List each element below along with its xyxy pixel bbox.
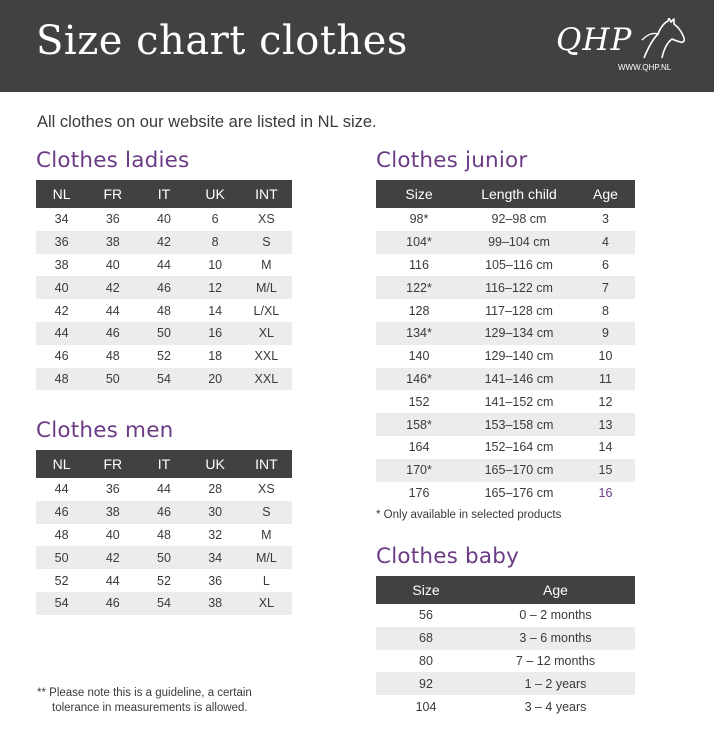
table-cell: 134*: [376, 322, 462, 345]
table-cell: 98*: [409, 212, 429, 227]
column-header: FR: [87, 180, 138, 208]
table-cell: 50: [138, 322, 189, 345]
table-cell: 44: [157, 257, 171, 272]
men-title: Clothes men: [36, 418, 174, 443]
table-cell: 152: [408, 394, 430, 409]
table-row: [376, 627, 635, 650]
table-cell: 52: [157, 349, 171, 364]
table-cell: 28: [208, 482, 223, 497]
table-cell: M/L: [241, 546, 292, 569]
table-cell: 46: [138, 501, 189, 524]
logo-url: WWW.QHP.NL: [618, 63, 672, 72]
column-header: Age: [476, 576, 635, 604]
column-header: UK: [190, 180, 241, 208]
table-row: [376, 299, 635, 322]
table-row: [36, 546, 292, 569]
table-cell: 36: [208, 573, 223, 588]
table-cell: 8: [602, 303, 609, 318]
table-cell: 50: [138, 546, 189, 569]
table-cell: 68: [376, 627, 476, 650]
ladies-size-table: [36, 180, 292, 390]
table-cell: 44: [54, 482, 69, 497]
table-cell: 40: [105, 527, 120, 542]
table-row: [36, 524, 292, 547]
table-row: [36, 592, 292, 615]
table-cell: 165–176 cm: [484, 485, 554, 500]
table-cell: XXL: [254, 349, 279, 364]
table-cell: 140: [408, 349, 430, 364]
table-cell: 158*: [376, 413, 462, 436]
table-cell: L: [262, 573, 270, 588]
column-header: Age: [576, 180, 635, 208]
table-cell: 15: [576, 459, 635, 482]
table-cell: 38: [87, 501, 138, 524]
table-row: [36, 478, 292, 501]
table-cell: 165–170 cm: [462, 459, 576, 482]
table-row: [376, 695, 635, 718]
table-cell: M: [261, 527, 272, 542]
table-cell: 46: [138, 276, 189, 299]
table-cell: 16: [190, 322, 241, 345]
table-cell: 42: [87, 276, 138, 299]
table-row: [36, 254, 292, 277]
table-cell: 164: [408, 440, 430, 455]
table-cell: 40: [157, 212, 171, 227]
table-cell: 116–122 cm: [462, 276, 576, 299]
column-header: NL: [36, 450, 87, 478]
table-cell: XS: [258, 482, 275, 497]
table-cell: 4: [576, 231, 635, 254]
table-cell: 14: [208, 303, 223, 318]
table-cell: 46: [87, 322, 138, 345]
logo-text: QHP: [556, 22, 633, 58]
table-cell: 3 – 6 months: [476, 627, 635, 650]
table-cell: 146*: [376, 368, 462, 391]
table-header-row: [376, 576, 635, 604]
table-cell: 46: [54, 349, 69, 364]
table-cell: 141–146 cm: [462, 368, 576, 391]
table-row: [376, 254, 635, 277]
table-row: [36, 368, 292, 391]
table-cell: 16: [598, 485, 613, 500]
table-cell: 99–104 cm: [462, 231, 576, 254]
guideline-note-line1: ** Please note this is a guideline, a certain: [37, 687, 252, 699]
table-row: [376, 345, 635, 368]
table-cell: S: [241, 231, 292, 254]
table-cell: 12: [190, 276, 241, 299]
page-title: Size chart clothes: [36, 18, 408, 64]
table-cell: 128: [408, 303, 430, 318]
table-cell: 7: [576, 276, 635, 299]
guideline-note-line2: tolerance in measurements is allowed.: [52, 702, 248, 714]
table-header-row: [376, 180, 635, 208]
table-cell: 48: [54, 527, 69, 542]
table-cell: 38: [54, 257, 69, 272]
table-row: [376, 231, 635, 254]
table-cell: 6: [602, 257, 609, 272]
table-cell: 18: [208, 349, 223, 364]
table-cell: 52: [157, 573, 171, 588]
table-cell: 54: [138, 592, 189, 615]
junior-title: Clothes junior: [376, 148, 528, 173]
qhp-logo[interactable]: [554, 18, 686, 74]
table-cell: 152–164 cm: [484, 440, 554, 455]
column-header: IT: [138, 450, 189, 478]
table-row: [376, 650, 635, 673]
table-row: [376, 390, 635, 413]
table-cell: 40: [105, 257, 120, 272]
table-cell: 36: [105, 482, 120, 497]
horse-head-icon: [638, 18, 686, 60]
table-cell: 54: [36, 592, 87, 615]
column-header: UK: [190, 450, 241, 478]
table-cell: 50: [36, 546, 87, 569]
table-cell: 117–128 cm: [485, 303, 553, 318]
table-cell: 44: [157, 482, 171, 497]
table-cell: 32: [208, 527, 223, 542]
table-cell: 48: [157, 527, 171, 542]
column-header: FR: [87, 450, 138, 478]
column-header: Length child: [462, 180, 576, 208]
table-row: [376, 413, 635, 436]
table-cell: 9: [576, 322, 635, 345]
table-cell: 30: [190, 501, 241, 524]
table-row: [36, 276, 292, 299]
table-cell: 38: [190, 592, 241, 615]
table-cell: 105–116 cm: [485, 257, 553, 272]
baby-size-table: [376, 576, 635, 718]
intro-text: All clothes on our website are listed in NL size.: [37, 113, 377, 131]
table-cell: S: [241, 501, 292, 524]
table-cell: 122*: [376, 276, 462, 299]
table-cell: 92: [376, 672, 476, 695]
ladies-title: Clothes ladies: [36, 148, 190, 173]
table-cell: 10: [598, 349, 613, 364]
table-cell: 1 – 2 years: [476, 672, 635, 695]
table-cell: 6: [211, 212, 219, 227]
table-cell: 80: [419, 653, 433, 668]
table-cell: 7 – 12 months: [515, 653, 596, 668]
table-cell: 36: [36, 231, 87, 254]
table-cell: 34: [54, 212, 69, 227]
table-cell: 10: [208, 257, 223, 272]
column-header: NL: [36, 180, 87, 208]
table-cell: 44: [105, 573, 120, 588]
table-cell: 176: [408, 485, 430, 500]
junior-footnote: * Only available in selected products: [376, 509, 562, 521]
table-row: [36, 231, 292, 254]
table-cell: M: [261, 257, 272, 272]
table-cell: 116: [409, 257, 429, 272]
table-cell: 52: [54, 573, 69, 588]
men-size-table: [36, 450, 292, 615]
table-cell: XXL: [241, 368, 292, 391]
table-cell: 46: [36, 501, 87, 524]
table-cell: 8: [190, 231, 241, 254]
table-cell: 40: [36, 276, 87, 299]
table-row: [376, 436, 635, 459]
table-cell: 46: [87, 592, 138, 615]
table-cell: 34: [190, 546, 241, 569]
baby-title: Clothes baby: [376, 544, 520, 569]
table-row: [36, 501, 292, 524]
table-row: [36, 322, 292, 345]
table-cell: 50: [87, 368, 138, 391]
table-cell: XL: [241, 322, 292, 345]
table-row: [36, 569, 292, 592]
table-cell: M/L: [241, 276, 292, 299]
table-row: [376, 459, 635, 482]
table-row: [376, 482, 635, 505]
table-header-row: [36, 180, 292, 208]
table-row: [376, 322, 635, 345]
column-header: Size: [376, 180, 462, 208]
table-cell: 153–158 cm: [462, 413, 576, 436]
table-cell: 36: [105, 212, 120, 227]
column-header: Size: [376, 576, 476, 604]
table-cell: 170*: [376, 459, 462, 482]
table-cell: 48: [157, 303, 171, 318]
table-cell: 54: [138, 368, 189, 391]
table-row: [376, 672, 635, 695]
table-cell: 104: [415, 699, 437, 714]
table-cell: 48: [105, 349, 120, 364]
table-cell: 0 – 2 months: [519, 608, 592, 623]
table-cell: 129–140 cm: [484, 349, 554, 364]
page-header: [0, 0, 714, 92]
column-header: INT: [241, 450, 292, 478]
table-cell: 42: [87, 546, 138, 569]
table-cell: 13: [576, 413, 635, 436]
table-cell: 129–134 cm: [462, 322, 576, 345]
table-cell: XL: [241, 592, 292, 615]
column-header: IT: [138, 180, 189, 208]
table-cell: 38: [87, 231, 138, 254]
table-row: [36, 345, 292, 368]
junior-size-table: [376, 180, 635, 504]
table-row: [376, 276, 635, 299]
table-cell: 44: [105, 303, 120, 318]
table-cell: 104*: [376, 231, 462, 254]
table-row: [36, 299, 292, 322]
table-cell: 141–152 cm: [484, 394, 554, 409]
table-cell: 14: [598, 440, 613, 455]
table-row: [36, 208, 292, 231]
table-row: [376, 368, 635, 391]
table-row: [376, 604, 635, 627]
table-cell: 3 – 4 years: [524, 699, 587, 714]
table-cell: 20: [190, 368, 241, 391]
table-cell: XS: [258, 212, 275, 227]
table-cell: 42: [138, 231, 189, 254]
table-cell: L/XL: [253, 303, 280, 318]
table-row: [376, 208, 635, 231]
table-cell: 56: [419, 608, 433, 623]
table-cell: 92–98 cm: [491, 212, 547, 227]
column-header: INT: [241, 180, 292, 208]
table-cell: 42: [54, 303, 69, 318]
table-cell: 44: [36, 322, 87, 345]
table-cell: 11: [576, 368, 635, 391]
table-cell: 12: [598, 394, 613, 409]
table-cell: 3: [602, 212, 609, 227]
table-cell: 48: [36, 368, 87, 391]
table-header-row: [36, 450, 292, 478]
